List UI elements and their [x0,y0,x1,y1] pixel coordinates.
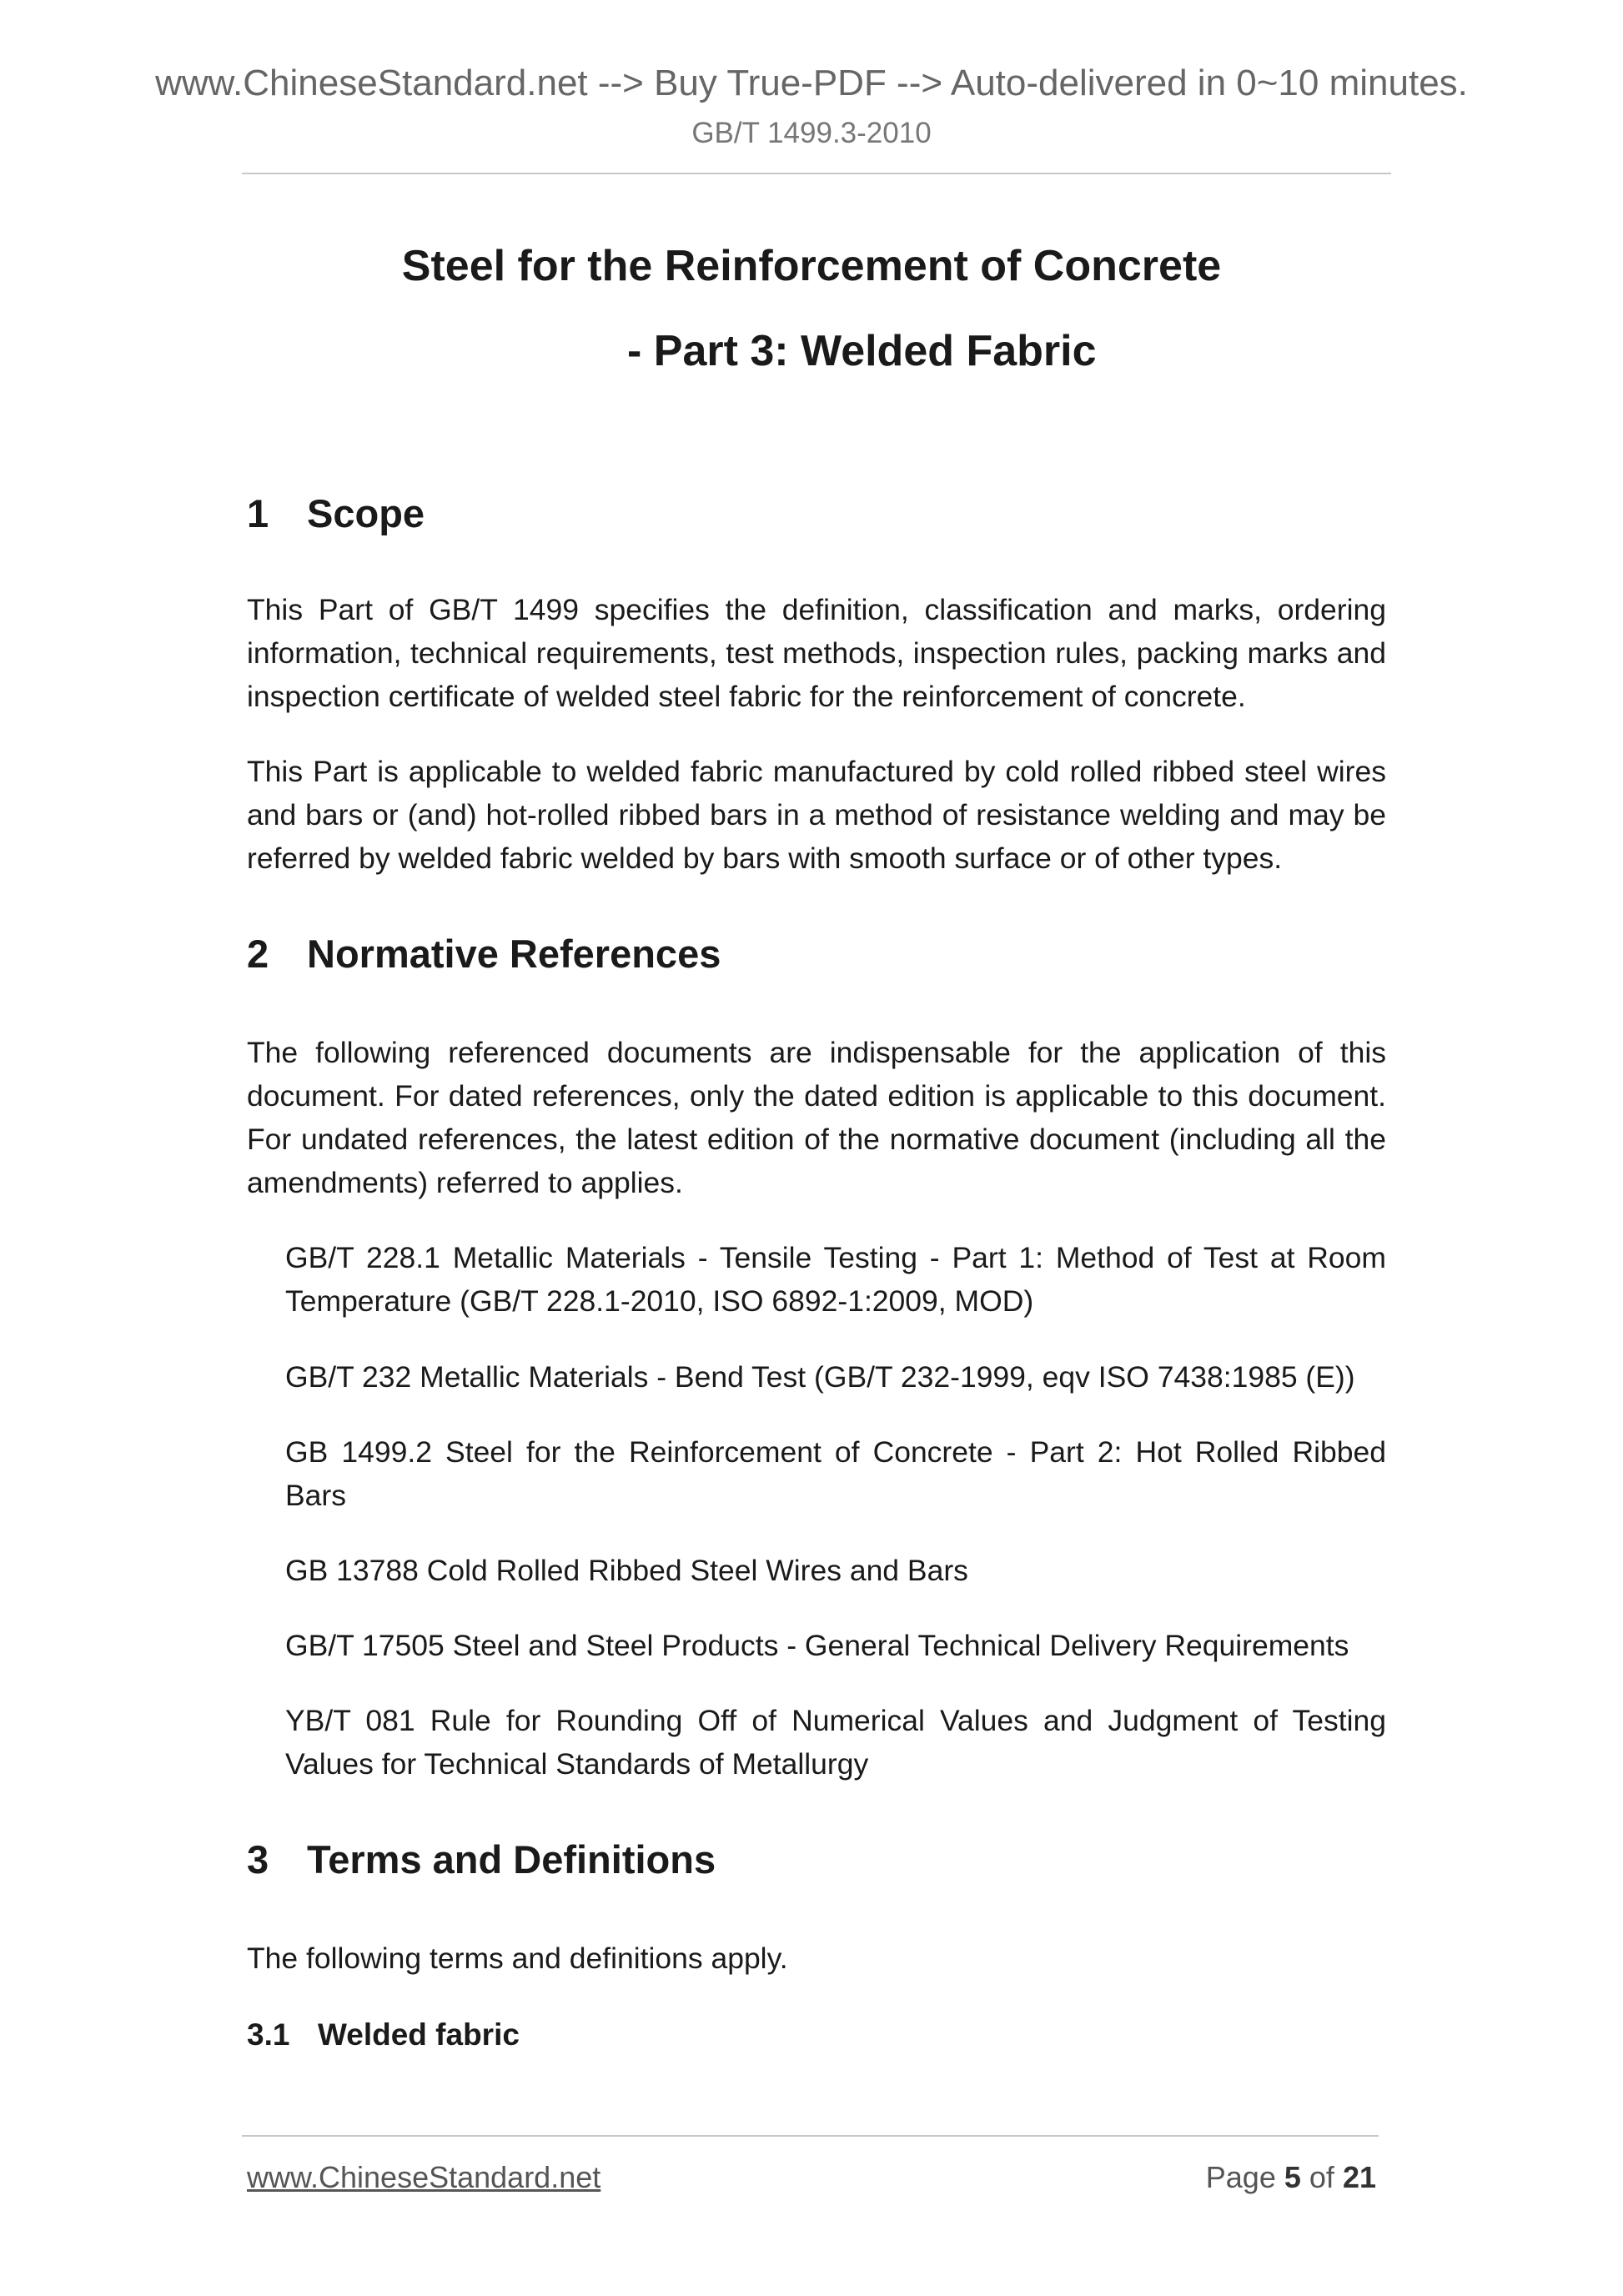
section-title: Scope [307,491,425,535]
page-of: of [1309,2160,1334,2194]
reference-item: GB 1499.2 Steel for the Reinforcement of Concrete - Part 2: Hot Rolled Ribbed Bars [285,1435,1386,1512]
section-number: 2 [247,932,269,976]
section-heading-scope [247,490,425,537]
page-indicator [1206,2160,1376,2195]
paragraph: This Part of GB/T 1499 specifies the definition, classification and marks, ordering information, technical requirements, test methods, inspection rules, packing marks and inspection certificate of welded steel fabric for the reinforcement of concrete. [247,593,1386,713]
subsection-number: 3.1 [247,2017,290,2052]
reference-item: GB/T 232 Metallic Materials - Bend Test (GB/T 232-1999, eqv ISO 7438:1985 (E)) [285,1360,1355,1394]
page-current: 5 [1284,2160,1301,2194]
subsection-title: Welded fabric [318,2017,520,2052]
section-title: Normative References [307,932,721,976]
subsection-heading-welded-fabric [247,2017,520,2053]
header-banner: www.ChineseStandard.net --> Buy True-PDF --> Auto-delivered in 0~10 minutes. [155,63,1468,103]
section-title: Terms and Definitions [307,1837,716,1882]
paragraph: The following referenced documents are indispensable for the application of this document. For dated references, only the dated edition is applicable to this document. For undated references, the latest edition of the normative document (including all the amendments) referred to applies. [247,1036,1386,1199]
reference-item: GB 13788 Cold Rolled Ribbed Steel Wires and Bars [285,1554,968,1587]
reference-item: YB/T 081 Rule for Rounding Off of Numerical Values and Judgment of Testing Values for Technical Standards of Metallurgy [285,1704,1386,1781]
paragraph: This Part is applicable to welded fabric manufactured by cold rolled ribbed steel wires and bars or (and) hot-rolled ribbed bars in a method of resistance welding and may be referred by welded fabric welded by bars with smooth surface or of other types. [247,755,1386,875]
reference-item: GB/T 228.1 Metallic Materials - Tensile Testing - Part 1: Method of Test at Room Temperature (GB/T 228.1-2010, ISO 6892-1:2009, MOD) [285,1241,1386,1318]
page-total: 21 [1342,2160,1376,2194]
page-label: Page [1205,2160,1276,2194]
section-number: 3 [247,1837,269,1882]
section-heading-terms-and-definitions [247,1836,716,1883]
footer-divider [242,2135,1379,2137]
section-heading-normative-references [247,931,721,977]
document-subtitle: - Part 3: Welded Fabric [627,327,1097,375]
standard-code: GB/T 1499.3-2010 [691,117,932,149]
section-number: 1 [247,491,269,535]
footer-website-link[interactable]: www.ChineseStandard.net [247,2160,601,2194]
document-title: Steel for the Reinforcement of Concrete [401,242,1222,290]
header-divider [242,173,1391,174]
paragraph: The following terms and definitions apply. [247,1942,788,1975]
reference-item: GB/T 17505 Steel and Steel Products - General Technical Delivery Requirements [285,1629,1349,1662]
